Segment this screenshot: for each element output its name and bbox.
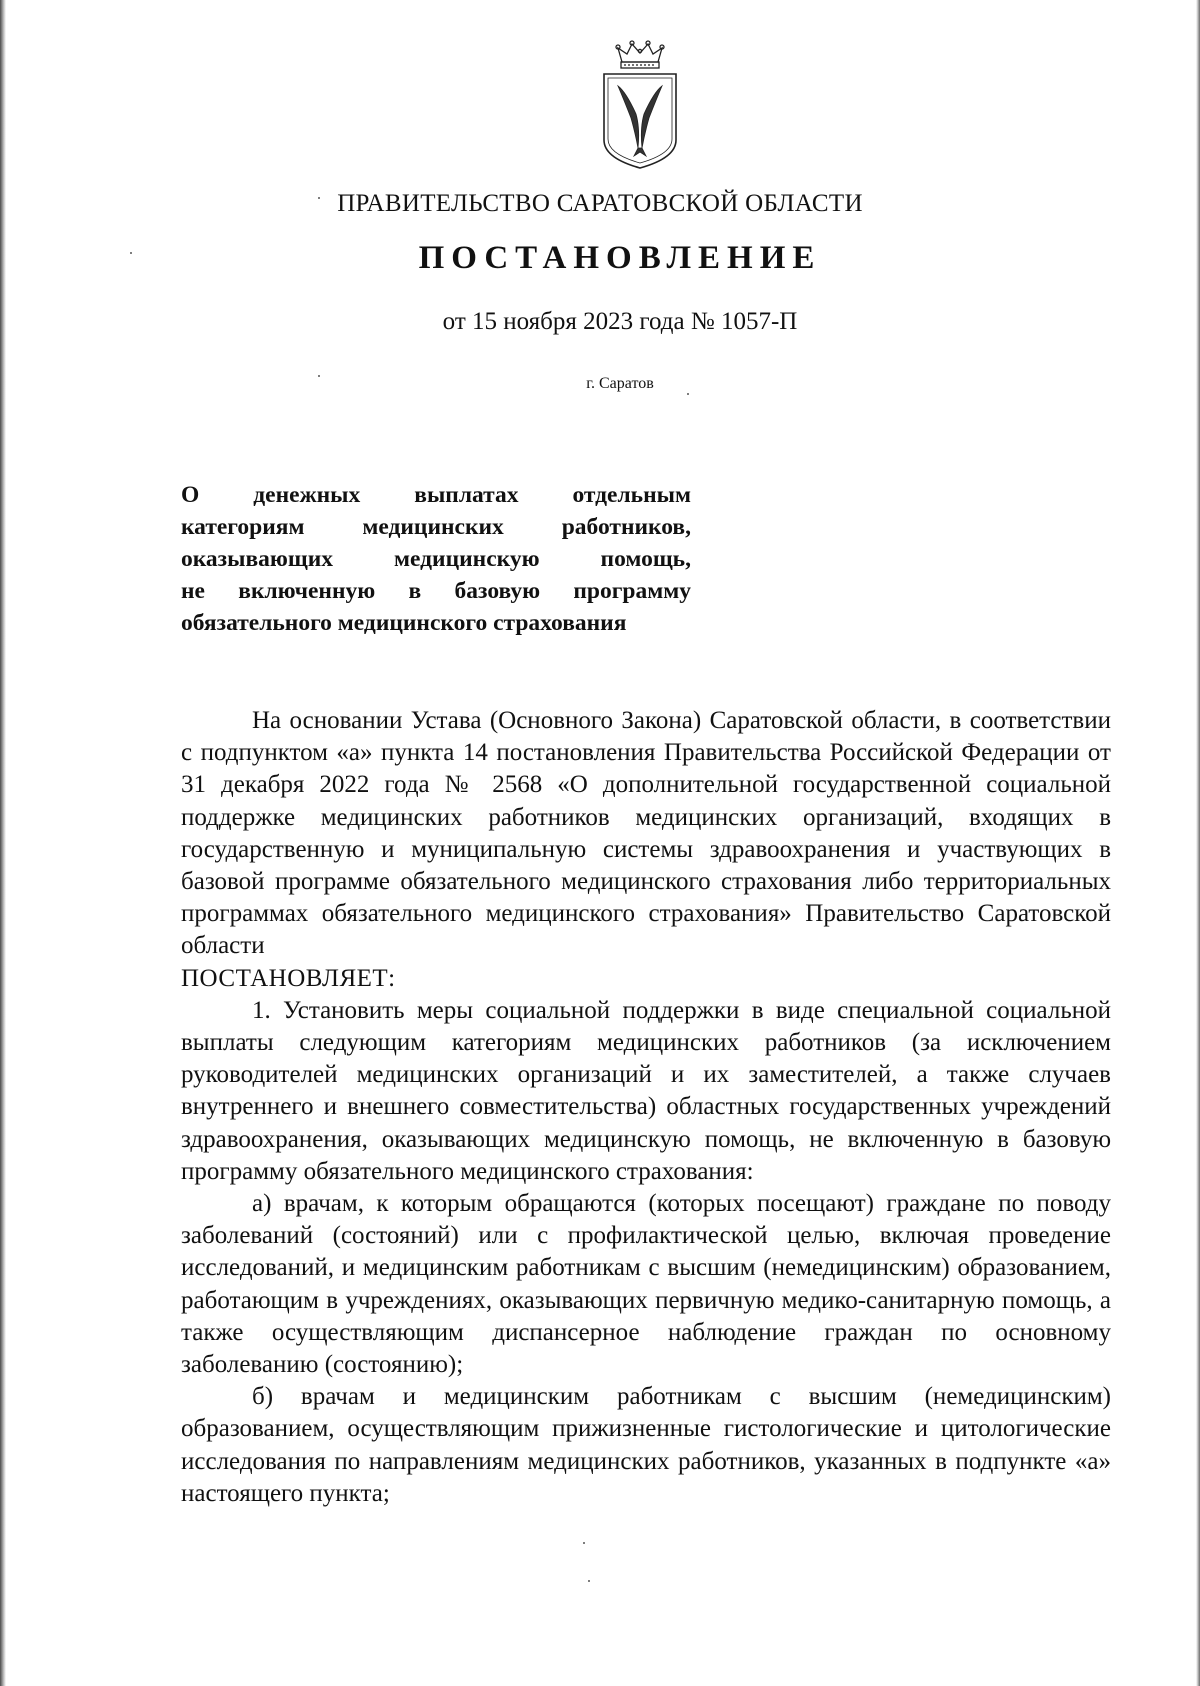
subject-line: не включенную в базовую программу (181, 578, 691, 604)
subject-line: категориям медицинских работников, (181, 514, 691, 540)
resolves-word: ПОСТАНОВЛЯЕТ: (181, 964, 396, 992)
scan-speck (687, 393, 689, 395)
document-subject (181, 479, 691, 639)
document-city: г. Саратов (586, 375, 654, 392)
saratov-coat-of-arms-icon (598, 40, 682, 170)
subject-line: обязательного медицинского страхования (181, 610, 627, 636)
document-date-number: от 15 ноября 2023 года № 1057-П (442, 308, 798, 335)
scan-speck (588, 1580, 590, 1582)
scan-speck (583, 1542, 585, 1544)
document-type: ПОСТАНОВЛЕНИЕ (418, 240, 822, 276)
scan-speck (318, 375, 320, 377)
document-body (181, 705, 1111, 1510)
item-1a-paragraph: а) врачам, к которым обращаются (которых посещают) граждане по поводу заболеваний (состояний) или с профилактической целью, включая проведение исследований, и медицинским работникам с высшим (немедицинским) образованием, работающим в учреждениях, оказывающих первичную медико-санитарную помощь, а также осуществляющим диспансерное наблюдение граждан по основному заболеванию (состоянию); (181, 1190, 1111, 1379)
scan-speck (318, 197, 320, 199)
subject-line: оказывающих медицинскую помощь, (181, 546, 691, 572)
preamble-paragraph: На основании Устава (Основного Закона) Саратовской области, в соответствии с подпунктом «а» пункта 14 постановления Правительства Российской Федерации от 31 декабря 2022 года № 2568 «О дополнительной государственной социальной поддержке медицинских работников медицинских организаций, входящих в государственную и муниципальную системы здравоохранения и участвующих в базовой программе обязательного медицинского страхования либо территориальных программах обязательного медицинского страхования» Правительство Саратовской области (181, 707, 1111, 960)
item-1b-paragraph: б) врачам и медицинским работникам с высшим (немедицинским) образованием, осуществляющим прижизненные гистологические и цитологические исследования по направлениям медицинских работников, указанных в подпункте «а» настоящего пункта; (181, 1383, 1111, 1507)
scan-speck (130, 252, 132, 254)
government-title: ПРАВИТЕЛЬСТВО САРАТОВСКОЙ ОБЛАСТИ (337, 190, 863, 217)
item-1-paragraph: 1. Установить меры социальной поддержки в виде специальной социальной выплаты следующим категориям медицинских работников (за исключением руководителей медицинских организаций и их заместителей, а также случаев внутреннего и внешнего совместительства) областных государственных учреждений здравоохранения, оказывающих медицинскую помощь, не включенную в базовую программу обязательного медицинского страхования: (181, 996, 1111, 1185)
subject-line: О денежных выплатах отдельным (181, 482, 691, 508)
